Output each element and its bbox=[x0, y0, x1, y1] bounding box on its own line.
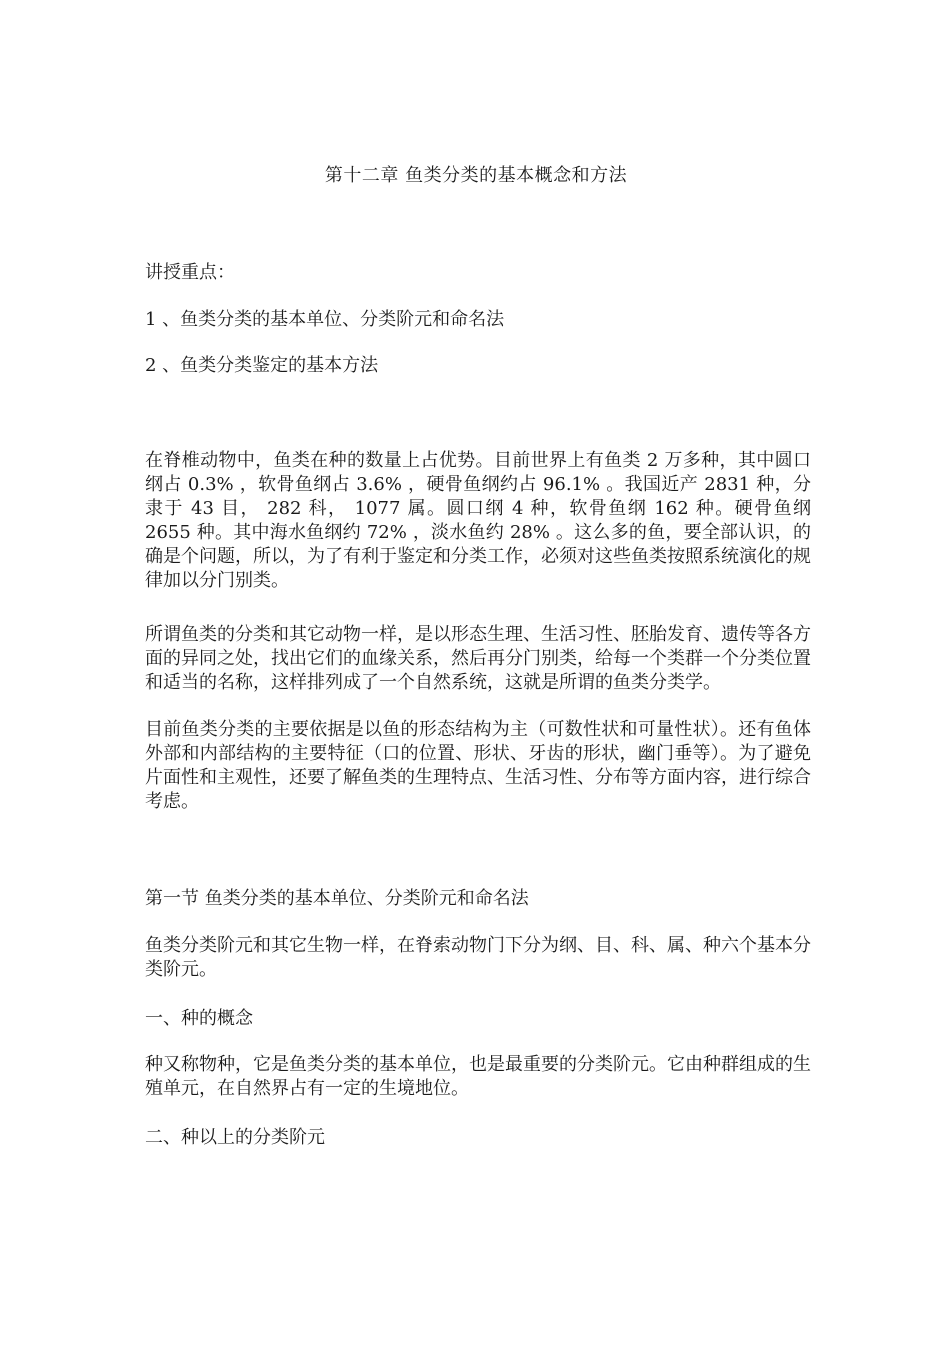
focus-item-1: 1 、鱼类分类的基本单位、分类阶元和命名法 bbox=[145, 309, 505, 330]
focus-item-2: 2 、鱼类分类鉴定的基本方法 bbox=[145, 355, 379, 376]
paragraph-classification-basis: 目前鱼类分类的主要依据是以鱼的形态结构为主（可数性状和可量性状）。还有鱼体外部和内部结构的主要特征（口的位置、形状、牙齿的形状，幽门垂等）。为了避免片面性和主观性，还要了解鱼类的生理特点、生活习性、分布等方面内容，进行综合考虑。 bbox=[145, 719, 811, 812]
paragraph-classification-definition: 所谓鱼类的分类和其它动物一样，是以形态生理、生活习性、胚胎发育、遗传等各方面的异同之处，找出它们的血缘关系，然后再分门别类，给每一个类群一个分类位置和适当的名称，这样排列成了一个自然系统，这就是所谓的鱼类分类学。 bbox=[145, 624, 811, 693]
subsection-1-heading: 一、种的概念 bbox=[145, 1008, 253, 1029]
section-heading: 第一节 鱼类分类的基本单位、分类阶元和命名法 bbox=[145, 888, 529, 909]
subsection-1-text: 种又称物种，它是鱼类分类的基本单位，也是最重要的分类阶元。它由种群组成的生殖单元，在自然界占有一定的生境地位。 bbox=[145, 1054, 811, 1099]
subsection-2-heading: 二、种以上的分类阶元 bbox=[145, 1127, 325, 1148]
focus-heading: 讲授重点： bbox=[145, 262, 235, 283]
section-intro: 鱼类分类阶元和其它生物一样，在脊索动物门下分为纲、目、科、属、种六个基本分类阶元。 bbox=[145, 935, 811, 980]
paragraph-fish-statistics: 在脊椎动物中，鱼类在种的数量上占优势。目前世界上有鱼类 2 万多种，其中圆口纲占 0.3% ，软骨鱼纲占 3.6% ，硬骨鱼纲约占 96.1% 。我国近产 2831 种，分隶于 43 目， 282 科， 1077 属。圆口纲 4 种，软骨鱼纲 162 种。硬骨鱼纲 2655 种。其中海水鱼纲约 72% ，淡水鱼约 28% 。这么多的鱼，要全部认识，的确是个问题，所以，为了有利于鉴定和分类工作，必须对这些鱼类按照系统演化的规律加以分门别类。 bbox=[145, 450, 811, 591]
chapter-title: 第十二章 鱼类分类的基本概念和方法 bbox=[324, 165, 628, 186]
